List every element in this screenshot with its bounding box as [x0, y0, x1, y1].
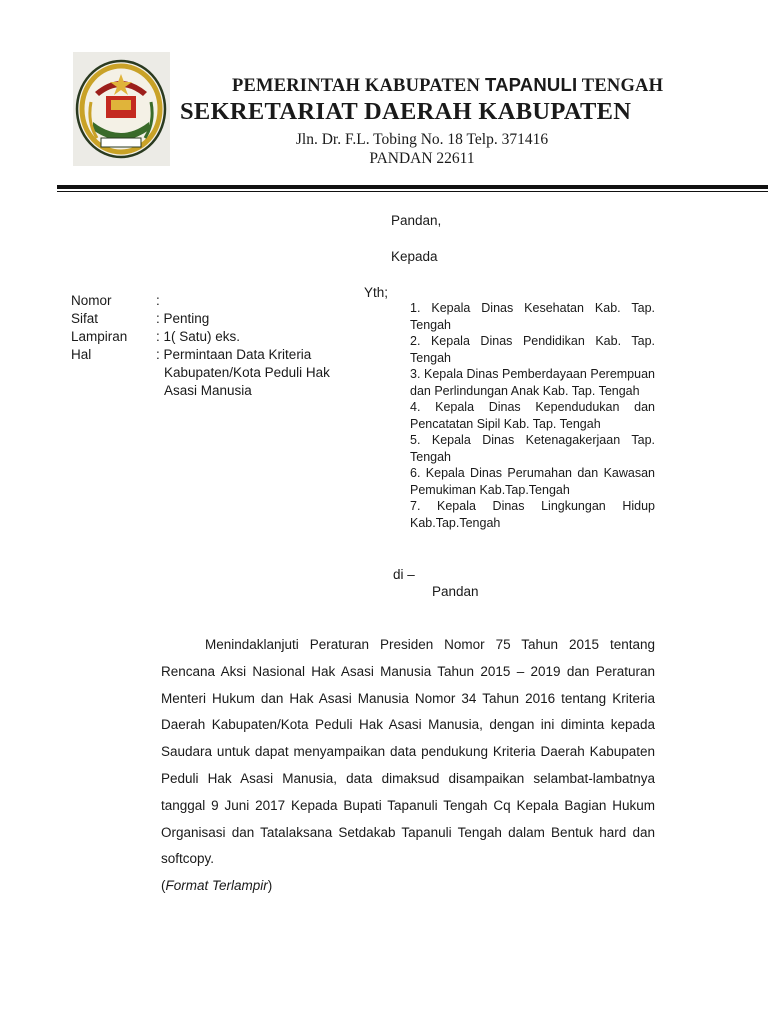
meta-hal [71, 346, 364, 364]
lampiran-value: : 1( Satu) eks. [156, 329, 241, 344]
sifat-label: Sifat [71, 311, 99, 326]
letterhead-divider-thick [57, 185, 768, 189]
city-zip-line: PANDAN 22611 [369, 150, 475, 167]
yth-label: Yth; [364, 285, 389, 300]
letter-meta [71, 292, 364, 400]
nomor-label: Nomor [71, 293, 112, 308]
to-label: Kepada [391, 249, 438, 264]
letterhead-divider-thin [57, 191, 768, 192]
recipient-item: 2. Kepala Dinas Pendidikan Kab. Tap. Tengah [410, 334, 655, 365]
hal-label: Hal [71, 347, 92, 362]
recipient-list [410, 300, 655, 531]
recipient-item: 5. Kepala Dinas Ketenagakerjaan Tap. Tengah [410, 433, 655, 464]
meta-sifat [71, 310, 364, 328]
di-label: di – [393, 567, 415, 582]
letter-body: Menindaklanjuti Peraturan Presiden Nomor 75 Tahun 2015 tentang Rencana Aksi Nasional Hak Asasi Manusia Tahun 2015 – 2019 dan Peraturan Menteri Hukum dan Hak Asasi Manusia Nomor 34 Tahun 2016 tentang Kriteria Daerah Kabupaten/Kota Peduli Hak Asasi Manusia, dengan ini diminta kepada Saudara untuk dapat menyampaikan data pendukung Kriteria Daerah Kabupaten Peduli Hak Asasi Manusia, data dimaksud disampaikan selambat-lambatnya tanggal 9 Juni 2017 Kepada Bupati Tapanuli Tengah Cq Kepala Bagian Hukum Organisasi dan Tatalaksana Setdakab Tapanuli Tengah dalam Bentuk hard dan softcopy. (Format Terlampir) [161, 637, 655, 894]
lampiran-label: Lampiran [71, 329, 128, 344]
recipient-item: 4. Kepala Dinas Kependudukan dan Pencatatan Sipil Kab. Tap. Tengah [410, 400, 655, 431]
meta-nomor [71, 292, 364, 310]
regency-emblem-logo [73, 52, 170, 166]
sifat-value: : Penting [156, 311, 210, 326]
hal-value-cont-2: Asasi Manusia [164, 383, 252, 398]
hal-value-cont-1: Kabupaten/Kota Peduli Hak [164, 365, 330, 380]
nomor-value: : [156, 293, 160, 308]
body-paragraph: Menindaklanjuti Peraturan Presiden Nomor 75 Tahun 2015 tentang Rencana Aksi Nasional Hak Asasi Manusia Tahun 2015 – 2019 dan Peraturan Menteri Hukum dan Hak Asasi Manusia Nomor 34 Tahun 2016 tentang Kriteria Daerah Kabupaten/Kota Peduli Hak Asasi Manusia, dengan ini diminta kepada Saudara untuk dapat menyampaikan data pendukung Kriteria Daerah Kabupaten Peduli Hak Asasi Manusia, data dimaksud disampaikan selambat-lambatnya tanggal 9 Juni 2017 Kepada Bupati Tapanuli Tengah Cq Kepala Bagian Hukum Organisasi dan Tatalaksana Setdakab Tapanuli Tengah dalam Bentuk hard dan softcopy. [161, 637, 655, 867]
meta-lampiran [71, 328, 364, 346]
recipient-item: 7. Kepala Dinas Lingkungan Hidup Kab.Tap.Tengah [410, 499, 655, 530]
letterhead-regency-name: TAPANULI [484, 74, 578, 95]
letterhead-secretariat-title: SEKRETARIAT DAERAH KABUPATEN [180, 98, 632, 125]
recipient-item: 3. Kepala Dinas Pemberdayaan Perempuan dan Perlindungan Anak Kab. Tap. Tengah [410, 367, 655, 398]
emblem-icon [73, 52, 170, 166]
hal-value: : Permintaan Data Kriteria [156, 347, 312, 362]
format-note: Format Terlampir [165, 878, 268, 894]
letterhead-address [180, 130, 664, 168]
recipient-item: 6. Kepala Dinas Perumahan dan Kawasan Pemukiman Kab.Tap.Tengah [410, 466, 655, 497]
recipient-item: 1. Kepala Dinas Kesehatan Kab. Tap. Tengah [410, 301, 655, 332]
address-line: Jln. Dr. F.L. Tobing No. 18 Telp. 371416 [295, 131, 549, 148]
di-place: Pandan [432, 584, 479, 599]
place-date: Pandan, [391, 213, 442, 228]
letterhead-government-line: PEMERINTAH KABUPATEN TAPANULI TENGAH [232, 74, 664, 96]
